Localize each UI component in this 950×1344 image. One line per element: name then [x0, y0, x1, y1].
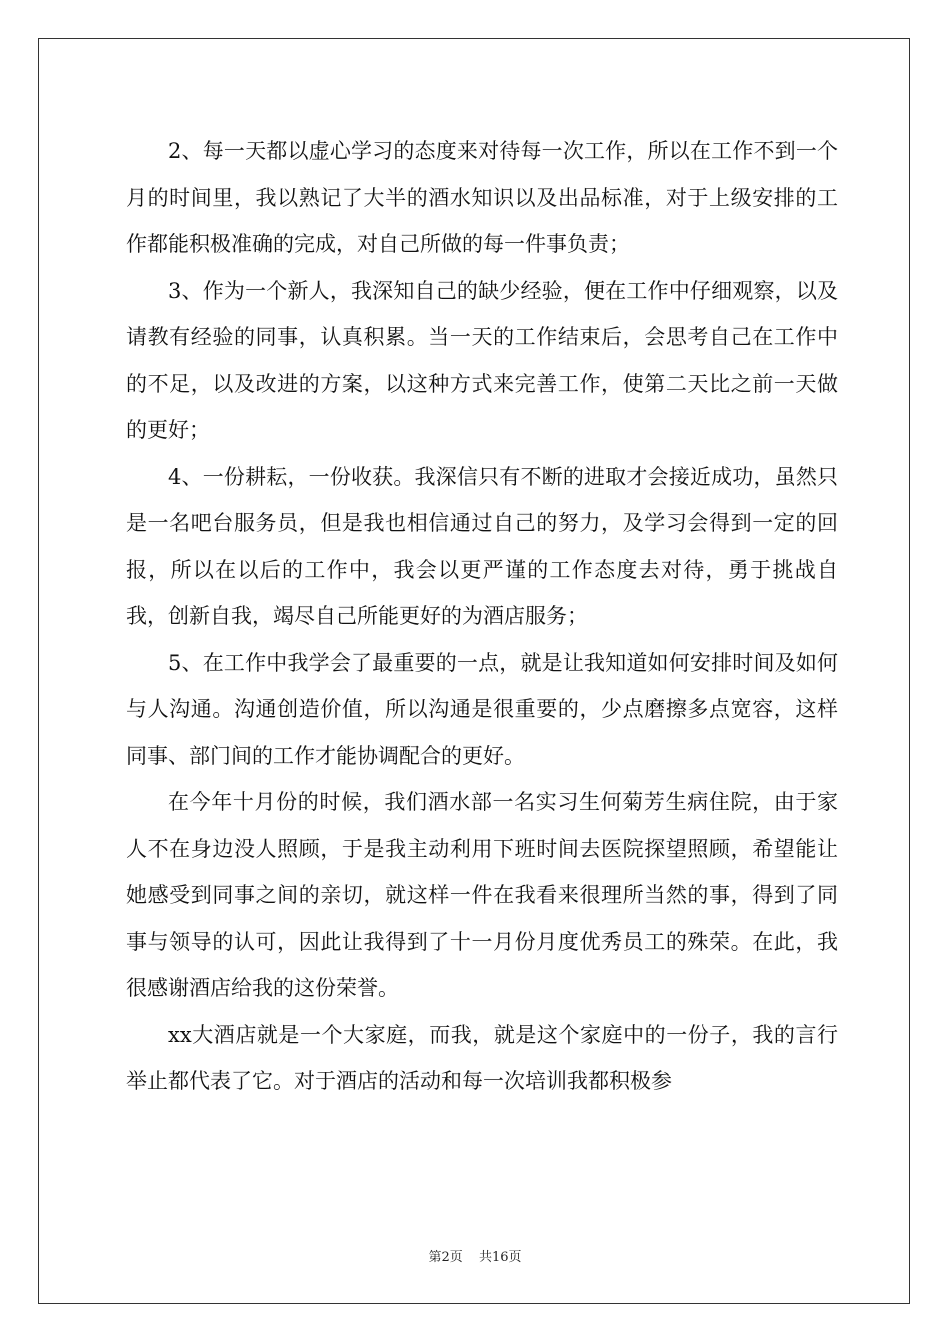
paragraph-2: 2、每一天都以虚心学习的态度来对待每一次工作，所以在工作不到一个月的时间里，我以熟记了大半的酒水知识以及出品标准，对于上级安排的工作都能积极准确的完成，对自己所做的每一件事负责； [126, 139, 838, 256]
paragraph-hotel-family: xx大酒店就是一个大家庭，而我，就是这个家庭中的一份子，我的言行举止都代表了它。对于酒店的活动和每一次培训我都积极参 [126, 1022, 838, 1093]
paragraph-3: 3、作为一个新人，我深知自己的缺少经验，便在工作中仔细观察，以及请教有经验的同事，认真积累。当一天的工作结束后，会思考自己在工作中的不足，以及改进的方案，以这种方式来完善工作，使第二天比之前一天做的更好； [126, 278, 838, 442]
page-total: 共16页 [478, 1250, 522, 1265]
paragraph-4: 4、一份耕耘，一份收获。我深信只有不断的进取才会接近成功，虽然只是一名吧台服务员，但是我也相信通过自己的努力，及学习会得到一定的回报，所以在以后的工作中，我会以更严谨的工作态度去对待，勇于挑战自我，创新自我，竭尽自己所能更好的为酒店服务； [126, 464, 838, 628]
paragraph-5: 5、在工作中我学会了最重要的一点，就是让我知道如何安排时间及如何与人沟通。沟通创造价值，所以沟通是很重要的，少点磨擦多点宽容，这样同事、部门间的工作才能协调配合的更好。 [126, 650, 838, 768]
page-number: 第2页 [428, 1250, 463, 1265]
paragraph-october: 在今年十月份的时候，我们酒水部一名实习生何菊芳生病住院，由于家人不在身边没人照顾，于是我主动利用下班时间去医院探望照顾，希望能让她感受到同事之间的亲切，就这样一件在我看来很理所当然的事，得到了同事与领导的认可，因此让我得到了十一月份月度优秀员工的殊荣。在此，我很感谢酒店给我的这份荣誉。 [126, 790, 838, 1000]
document-body [126, 128, 838, 1105]
page-footer [0, 1246, 950, 1265]
